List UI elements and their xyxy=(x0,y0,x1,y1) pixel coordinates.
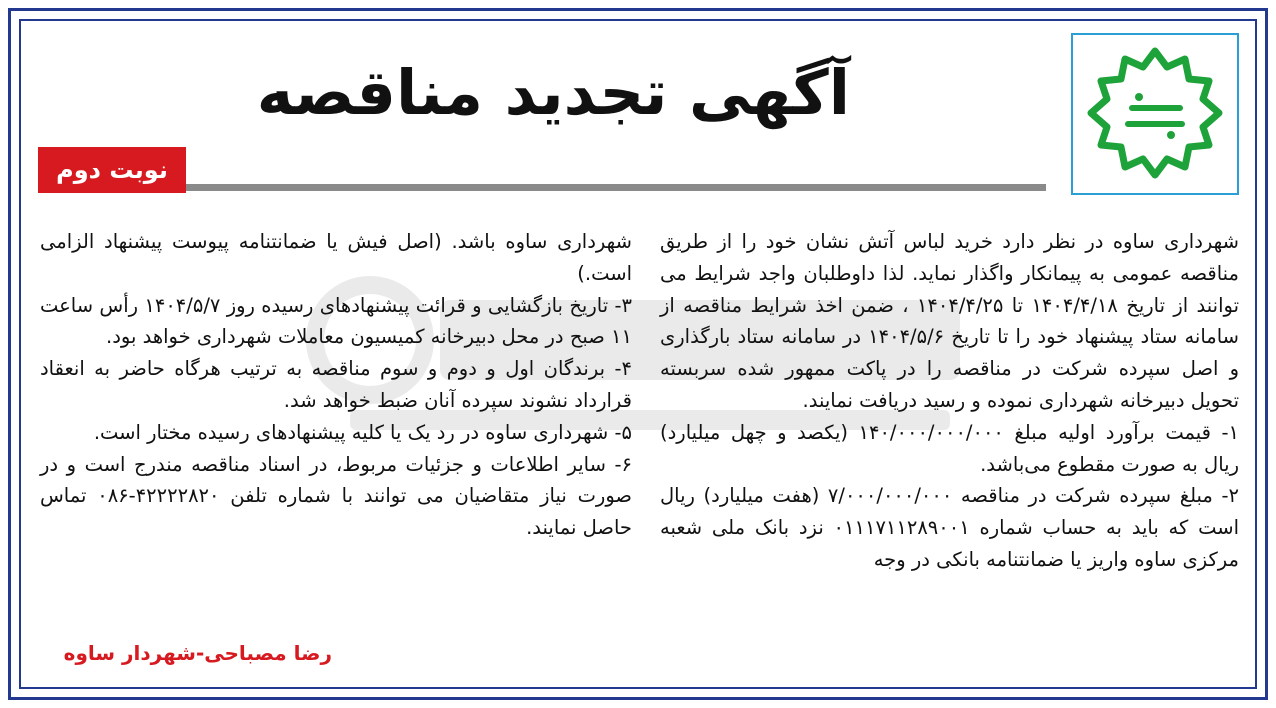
signature: رضا مصباحی-شهردار ساوه xyxy=(63,641,332,665)
page-title: آگهی تجدید مناقصه xyxy=(256,56,850,129)
clause-2-continued: شهرداری ساوه باشد. (اصل فیش یا ضمانتنامه پیوست پیشنهاد الزامی است.) xyxy=(40,230,632,285)
clause-4: ۴- برندگان اول و دوم و سوم مناقصه به ترتیب هرگاه حاضر به انعقاد قرارداد نشوند سپرده آنان ضبط خواهد شد. xyxy=(40,357,632,412)
notice-body-right-column xyxy=(660,226,1239,666)
round-badge: نوبت دوم xyxy=(38,147,186,193)
notice-body-left-column xyxy=(40,226,632,666)
savah-municipality-seal-icon xyxy=(1079,41,1231,187)
intro-paragraph: شهرداری ساوه در نظر دارد خرید لباس آتش نشان خود را از طریق مناقصه عمومی به پیمانکار واگذار نماید. لذا داوطلبان واجد شرایط می توانند از تاریخ ۱۴۰۴/۴/۱۸ تا ۱۴۰۴/۴/۲۵ ، ضمن اخذ شرایط مناقصه از سامانه ستاد پیشنهاد خود را تا تاریخ ۱۴۰۴/۵/۶ در سامانه ستاد بارگذاری و اصل سپرده شرکت در مناقصه را در پاکت ممهور شده سربسته تحویل دبیرخانه شهرداری نموده و رسید دریافت نمایند. xyxy=(660,230,1240,412)
clause-1: ۱- قیمت برآورد اولیه مبلغ ۱۴۰/۰۰۰/۰۰۰/۰۰۰ (یکصد و چهل میلیارد) ریال به صورت مقطوع می‌باشد. xyxy=(660,420,1239,476)
clause-5: ۵- شهرداری ساوه در رد یک یا کلیه پیشنهادهای رسیده مختار است. xyxy=(93,420,632,444)
clause-2: ۲- مبلغ سپرده شرکت در مناقصه ۷/۰۰۰/۰۰۰/۰۰۰ (هفت میلیارد) ریال است که باید به حساب شماره ۰۱۱۱۷۱۱۲۸۹۰۰۱ نزد بانک ملی شعبه مرکزی ساوه واریز یا ضمانتنامه بانکی در وجه xyxy=(660,484,1239,571)
municipality-logo xyxy=(1071,33,1239,195)
title-divider xyxy=(186,184,1046,191)
clause-3: ۳- تاریخ بازگشایی و قرائت پیشنهادهای رسیده روز ۱۴۰۴/۵/۷ رأس ساعت ۱۱ صبح در محل دبیرخانه کمیسیون معاملات شهرداری خواهد بود. xyxy=(40,293,632,349)
clause-6: ۶- سایر اطلاعات و جزئیات مربوط، در اسناد مناقصه مندرج است و در صورت نیاز متقاضیان می توانند با شماره تلفن ۴۲۲۲۲۸۲۰-۰۸۶ تماس حاصل نمایند. xyxy=(40,452,632,540)
